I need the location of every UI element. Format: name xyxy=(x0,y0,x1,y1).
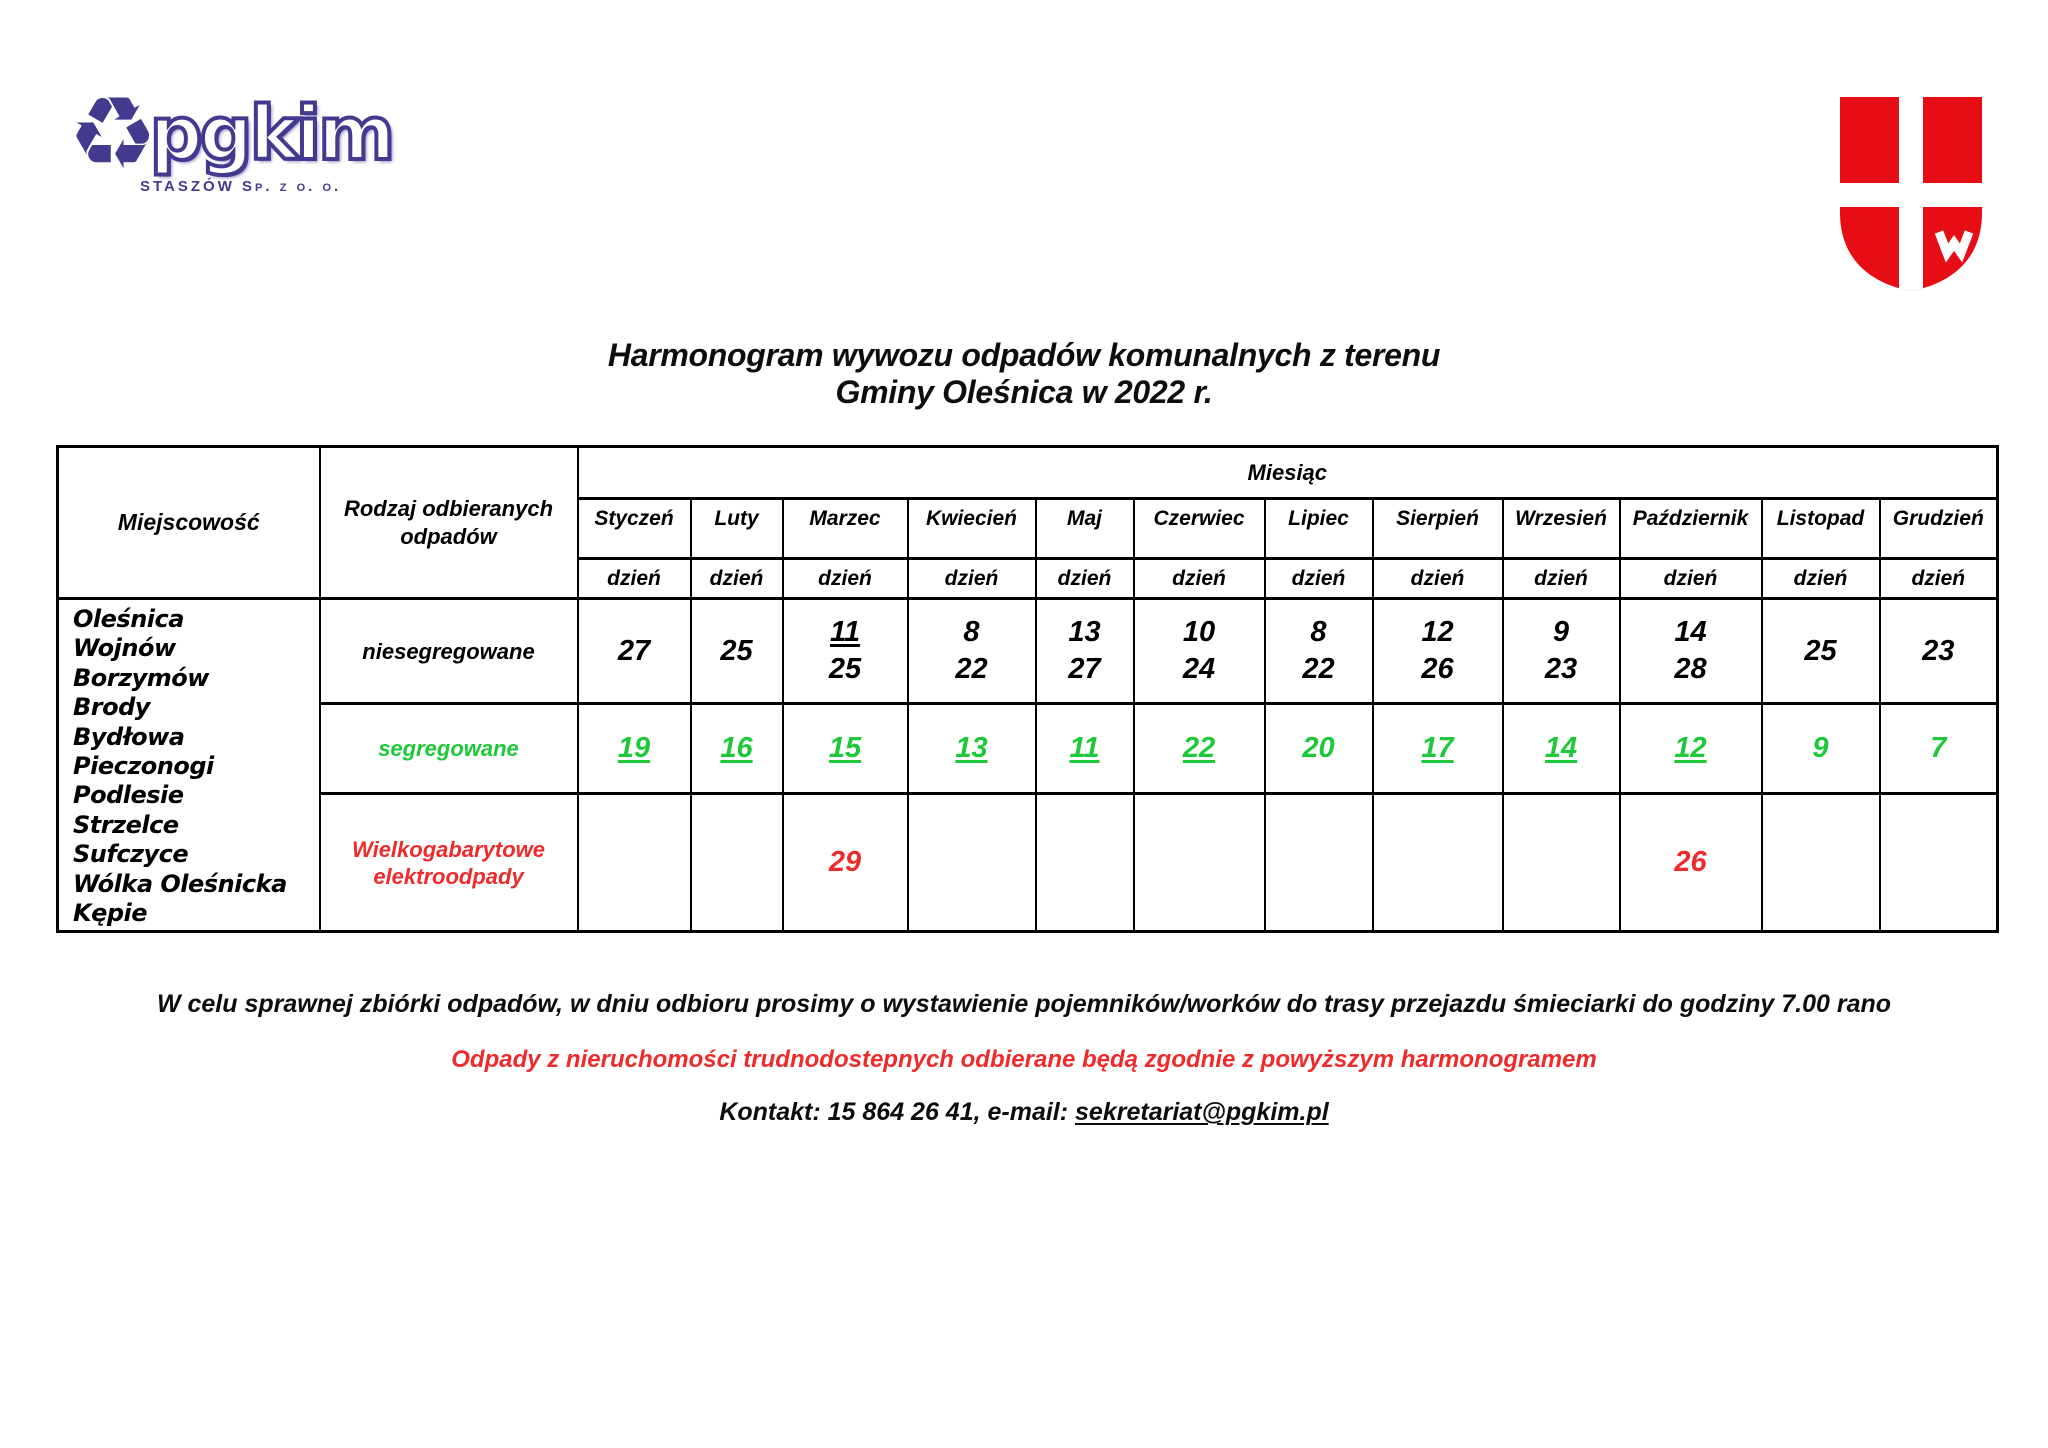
waste-type-label: niesegregowane xyxy=(320,599,578,704)
collection-day: 15 xyxy=(828,732,862,764)
month-header: Kwiecień xyxy=(908,499,1036,559)
collection-day: 25 xyxy=(828,653,862,685)
schedule-day-cell xyxy=(1762,794,1880,932)
recycle-icon: ♻ xyxy=(68,75,158,192)
collection-day: 13 xyxy=(955,732,988,764)
schedule-day-cell xyxy=(578,794,691,932)
collection-day: 19 xyxy=(617,732,651,764)
collection-day: 20 xyxy=(1302,732,1335,764)
schedule-day-cell xyxy=(908,794,1036,932)
collection-day: 17 xyxy=(1421,732,1454,764)
schedule-day-cell xyxy=(908,704,1036,794)
schedule-day-cell xyxy=(783,599,908,704)
schedule-day-cell xyxy=(1762,599,1880,704)
logo-subtitle: STASZÓW Sp. z o. o. xyxy=(140,178,342,195)
schedule-day-cell xyxy=(1265,599,1373,704)
town-name: Wojnów xyxy=(73,634,176,663)
schedule-day-cell xyxy=(1503,794,1620,932)
town-name: Sufczyce xyxy=(73,840,189,869)
header-rodzaj-odpadow: Rodzaj odbieranych odpadów xyxy=(320,447,578,599)
schedule-day-cell xyxy=(1134,599,1265,704)
collection-day: 8 xyxy=(963,616,980,648)
day-subheader: dzień xyxy=(578,559,691,599)
footer-note-hard-access: Odpady z nieruchomości trudnodostepnych odbierane będą zgodnie z powyższym harmonogramem xyxy=(451,1046,1597,1073)
collection-day: 25 xyxy=(1804,634,1837,667)
collection-day: 23 xyxy=(1922,634,1955,667)
towns-list-cell xyxy=(58,599,320,932)
collection-day: 8 xyxy=(1310,616,1327,648)
pgkim-logo xyxy=(68,75,393,195)
collection-day: 7 xyxy=(1930,732,1947,764)
page-title-line2: Gminy Oleśnica w 2022 r. xyxy=(835,374,1213,410)
town-name: Podlesie xyxy=(73,781,184,810)
row-segregowane xyxy=(58,704,1998,794)
schedule-day-cell xyxy=(1620,599,1762,704)
day-subheader: dzień xyxy=(1134,559,1265,599)
schedule-day-cell xyxy=(1134,704,1265,794)
collection-day: 9 xyxy=(1812,732,1829,764)
day-subheader: dzień xyxy=(1373,559,1503,599)
waste-type-label: Wielkogabarytowe elektroodpady xyxy=(320,794,578,932)
collection-day: 12 xyxy=(1421,616,1454,648)
town-name: Kępie xyxy=(73,899,148,928)
schedule-day-cell xyxy=(1880,794,1998,932)
town-name: Bydłowa xyxy=(73,722,185,751)
collection-day: 16 xyxy=(720,732,753,764)
schedule-day-cell xyxy=(1373,704,1503,794)
collection-day: 14 xyxy=(1544,732,1578,764)
row-niesegregowane xyxy=(58,599,1998,704)
footer-contact-line xyxy=(0,1098,2048,1127)
schedule-day-cell xyxy=(578,704,691,794)
cross-horizontal-arm xyxy=(1838,183,1984,207)
coat-of-arms-icon xyxy=(1838,95,1984,293)
schedule-day-cell xyxy=(1880,704,1998,794)
schedule-day-cell xyxy=(1880,599,1998,704)
page-title xyxy=(0,337,2048,411)
month-header: Sierpień xyxy=(1373,499,1503,559)
page-title-line1: Harmonogram wywozu odpadów komunalnych z terenu xyxy=(607,337,1441,373)
collection-day: 22 xyxy=(955,653,988,685)
schedule-day-cell xyxy=(1503,599,1620,704)
schedule-day-cell xyxy=(578,599,691,704)
month-header: Grudzień xyxy=(1880,499,1998,559)
town-name: Brody xyxy=(73,693,150,722)
day-subheader: dzień xyxy=(908,559,1036,599)
town-name: Wólka Oleśnicka xyxy=(73,869,287,898)
waste-type-label: segregowane xyxy=(320,704,578,794)
collection-day: 27 xyxy=(1068,653,1101,685)
schedule-day-cell xyxy=(1036,704,1134,794)
collection-day: 25 xyxy=(720,634,753,667)
town-name: Strzelce xyxy=(73,810,179,839)
row-wielkogabarytowe xyxy=(58,794,1998,932)
schedule-day-cell xyxy=(1620,794,1762,932)
day-subheader: dzień xyxy=(1036,559,1134,599)
collection-day: 24 xyxy=(1182,653,1216,685)
town-name: Borzymów xyxy=(73,663,209,692)
collection-day: 26 xyxy=(1674,846,1707,878)
town-name: Oleśnica xyxy=(73,605,184,633)
schedule-day-cell xyxy=(1503,704,1620,794)
town-name: Pieczonogi xyxy=(73,752,214,781)
month-header: Październik xyxy=(1620,499,1762,559)
footer-note-pickup-time: W celu sprawnej zbiórki odpadów, w dniu odbioru prosimy o wystawienie pojemników/worków do trasy przejazdu śmieciarki do godziny 7.00 rano xyxy=(156,990,1892,1018)
collection-day: 14 xyxy=(1674,616,1707,648)
month-header: Luty xyxy=(691,499,783,559)
day-subheader: dzień xyxy=(1503,559,1620,599)
schedule-day-cell xyxy=(691,794,783,932)
collection-day: 27 xyxy=(617,634,651,667)
collection-day: 29 xyxy=(828,846,862,878)
collection-day: 11 xyxy=(1069,732,1100,764)
contact-email-link[interactable]: sekretariat@pgkim.pl xyxy=(1075,1098,1329,1126)
schedule-day-cell xyxy=(908,599,1036,704)
schedule-day-cell xyxy=(1762,704,1880,794)
schedule-day-cell xyxy=(1373,599,1503,704)
collection-day: 12 xyxy=(1674,732,1707,764)
schedule-day-cell xyxy=(691,599,783,704)
schedule-day-cell xyxy=(1036,599,1134,704)
day-subheader: dzień xyxy=(1762,559,1880,599)
contact-text: Kontakt: 15 864 26 41, e-mail: xyxy=(719,1098,1076,1126)
collection-day: 23 xyxy=(1544,653,1578,685)
schedule-day-cell xyxy=(1620,704,1762,794)
day-subheader: dzień xyxy=(783,559,908,599)
schedule-day-cell xyxy=(1265,794,1373,932)
schedule-day-cell xyxy=(691,704,783,794)
month-header: Wrzesień xyxy=(1503,499,1620,559)
month-header: Listopad xyxy=(1762,499,1880,559)
day-subheader: dzień xyxy=(691,559,783,599)
collection-day: 10 xyxy=(1182,616,1216,648)
month-header: Czerwiec xyxy=(1134,499,1265,559)
month-header: Lipiec xyxy=(1265,499,1373,559)
collection-day: 22 xyxy=(1182,732,1216,764)
day-subheader: dzień xyxy=(1880,559,1998,599)
collection-day: 9 xyxy=(1552,616,1570,648)
header-miesiac: Miesiąc xyxy=(578,447,1998,499)
schedule-table xyxy=(56,445,1999,933)
collection-day: 28 xyxy=(1674,653,1707,685)
day-subheader: dzień xyxy=(1620,559,1762,599)
collection-day: 22 xyxy=(1302,653,1335,685)
month-header: Marzec xyxy=(783,499,908,559)
schedule-day-cell xyxy=(1134,794,1265,932)
schedule-day-cell xyxy=(1373,794,1503,932)
month-header: Styczeń xyxy=(578,499,691,559)
schedule-day-cell xyxy=(1036,794,1134,932)
collection-day: 11 xyxy=(829,616,861,648)
collection-day: 13 xyxy=(1068,616,1101,648)
schedule-day-cell xyxy=(1265,704,1373,794)
schedule-day-cell xyxy=(783,704,908,794)
schedule-day-cell xyxy=(783,794,908,932)
collection-day: 26 xyxy=(1421,653,1454,685)
logo-brand-text: pgkim xyxy=(149,91,393,177)
month-header: Maj xyxy=(1036,499,1134,559)
header-miejscowosc: Miejscowość xyxy=(58,447,320,599)
day-subheader: dzień xyxy=(1265,559,1373,599)
